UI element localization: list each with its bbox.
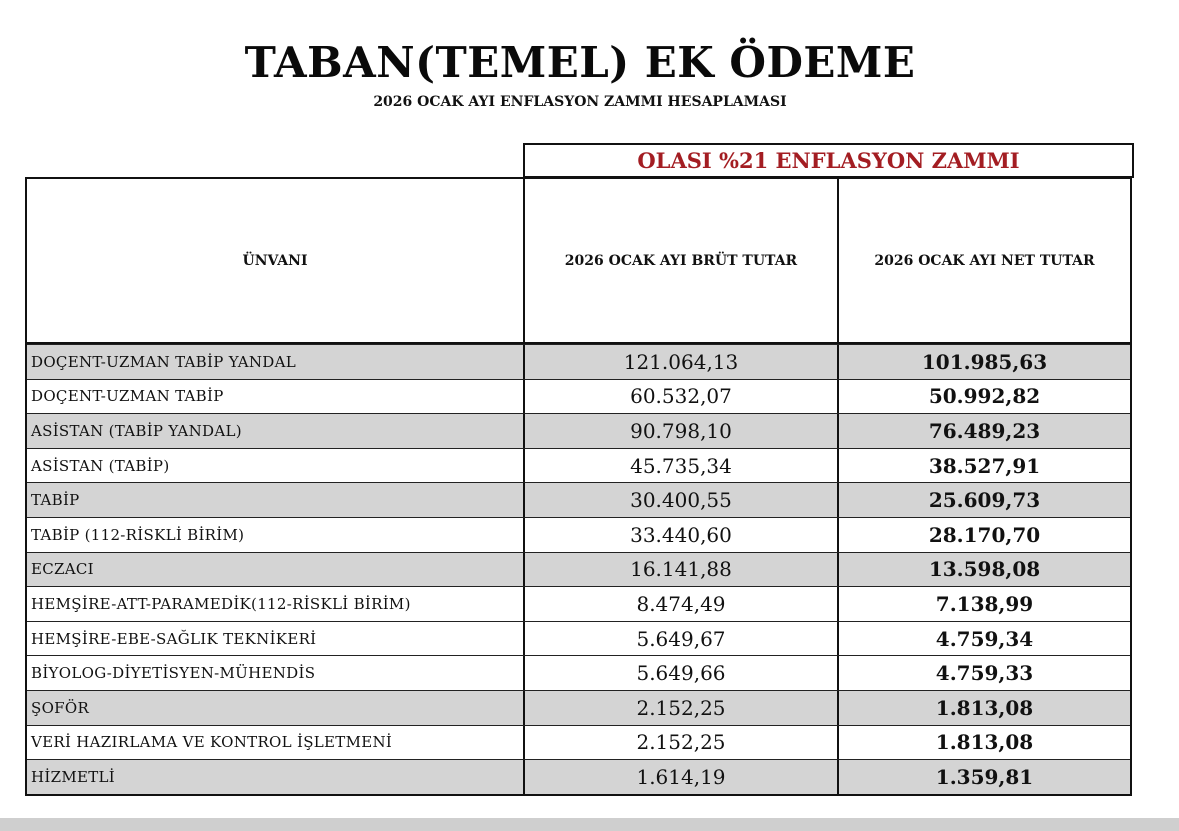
- row-title: TABİP (112-RİSKLİ BİRİM): [31, 525, 245, 544]
- scenario-label: OLASI %21 ENFLASYON ZAMMI: [523, 143, 1134, 178]
- row-title: ASİSTAN (TABİP YANDAL): [31, 421, 242, 440]
- row-gross: 2.152,25: [523, 691, 837, 725]
- row-net: 1.813,08: [837, 726, 1130, 760]
- row-net: 50.992,82: [837, 380, 1130, 414]
- row-net: 4.759,34: [837, 622, 1130, 656]
- table-row: [27, 586, 1130, 621]
- header-gross: 2026 OCAK AYI BRÜT TUTAR: [523, 179, 837, 342]
- row-gross: 16.141,88: [523, 553, 837, 587]
- row-gross: 90.798,10: [523, 414, 837, 448]
- table-row: [27, 482, 1130, 517]
- table-row: [27, 759, 1130, 794]
- row-net: 25.609,73: [837, 483, 1130, 517]
- row-net: 1.359,81: [837, 760, 1130, 794]
- row-net: 13.598,08: [837, 553, 1130, 587]
- row-title: HEMŞİRE-ATT-PARAMEDİK(112-RİSKLİ BİRİM): [31, 594, 411, 613]
- row-gross: 8.474,49: [523, 587, 837, 621]
- row-net: 4.759,33: [837, 656, 1130, 690]
- row-title: ECZACI: [31, 560, 94, 579]
- table-row: [27, 725, 1130, 760]
- row-gross: 33.440,60: [523, 518, 837, 552]
- row-net: 1.813,08: [837, 691, 1130, 725]
- row-title: HEMŞİRE-EBE-SAĞLIK TEKNİKERİ: [31, 629, 317, 648]
- row-gross: 121.064,13: [523, 345, 837, 379]
- row-gross: 45.735,34: [523, 449, 837, 483]
- table-row: [27, 344, 1130, 379]
- table-row: [27, 621, 1130, 656]
- row-gross: 2.152,25: [523, 726, 837, 760]
- row-net: 76.489,23: [837, 414, 1130, 448]
- table-row: [27, 517, 1130, 552]
- table-row: [27, 413, 1130, 448]
- row-gross: 5.649,67: [523, 622, 837, 656]
- payment-table: [25, 344, 1132, 796]
- row-title: BİYOLOG-DİYETİSYEN-MÜHENDİS: [31, 664, 316, 683]
- row-gross: 5.649,66: [523, 656, 837, 690]
- row-title: ASİSTAN (TABİP): [31, 456, 170, 475]
- row-title: DOÇENT-UZMAN TABİP: [31, 387, 224, 406]
- row-net: 38.527,91: [837, 449, 1130, 483]
- row-title: VERİ HAZIRLAMA VE KONTROL İŞLETMENİ: [31, 733, 393, 752]
- table-row: [27, 379, 1130, 414]
- header-title: ÜNVANI: [242, 252, 308, 269]
- table-row: [27, 690, 1130, 725]
- row-net: 101.985,63: [837, 345, 1130, 379]
- row-gross: 60.532,07: [523, 380, 837, 414]
- table-row: [27, 655, 1130, 690]
- row-title: ŞOFÖR: [31, 698, 90, 717]
- table-header: [25, 177, 1132, 344]
- header-net: 2026 OCAK AYI NET TUTAR: [837, 179, 1130, 342]
- row-net: 7.138,99: [837, 587, 1130, 621]
- table-row: [27, 448, 1130, 483]
- table-row: [27, 552, 1130, 587]
- row-title: DOÇENT-UZMAN TABİP YANDAL: [31, 352, 297, 371]
- row-gross: 30.400,55: [523, 483, 837, 517]
- row-net: 28.170,70: [837, 518, 1130, 552]
- row-gross: 1.614,19: [523, 760, 837, 794]
- document-subtitle: 2026 OCAK AYI ENFLASYON ZAMMI HESAPLAMASI: [373, 94, 787, 110]
- row-title: HİZMETLİ: [31, 767, 116, 786]
- row-title: TABİP: [31, 491, 80, 510]
- bottom-edge-bar: [0, 818, 1179, 831]
- document-title: TABAN(TEMEL) EK ÖDEME: [244, 38, 916, 87]
